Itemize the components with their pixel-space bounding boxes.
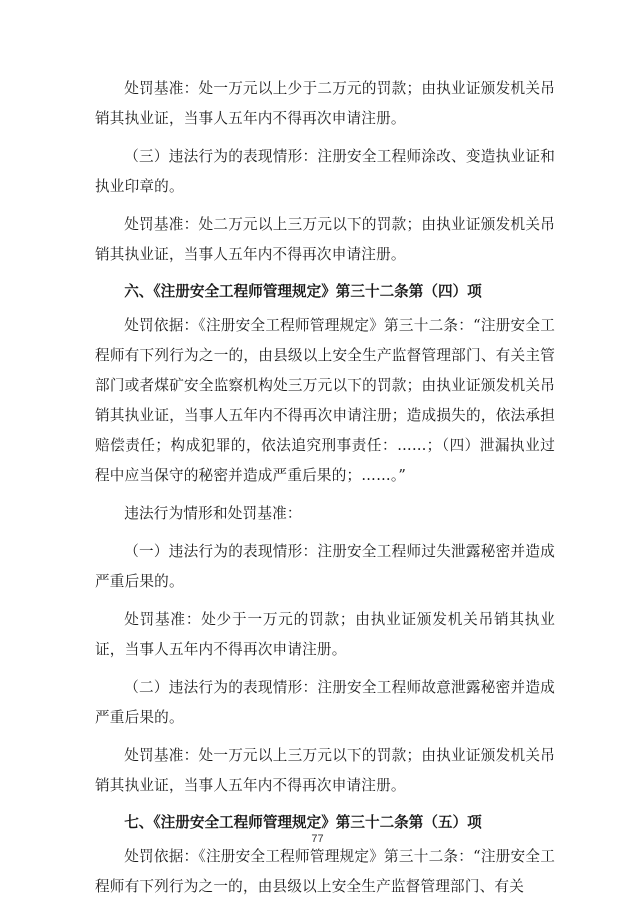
violation-intro-paragraph: 违法行为情形和处罚基准： <box>124 505 302 522</box>
violation-case-paragraph: （二）违法行为的表现情形：注册安全工程师故意泄露秘密并造成严重后果的。 <box>95 679 555 726</box>
violation-case-paragraph: （三）违法行为的表现情形：注册安全工程师涂改、变造执业证和执业印章的。 <box>95 148 555 195</box>
violation-case-paragraph: （一）违法行为的表现情形：注册安全工程师过失泄露秘密并造成严重后果的。 <box>95 543 555 590</box>
page-body <box>95 74 555 910</box>
section-heading-seven: 七、《注册安全工程师管理规定》第三十二条第（五）项 <box>124 814 482 831</box>
section-heading-six: 六、《注册安全工程师管理规定》第三十二条第（四）项 <box>124 283 482 300</box>
penalty-basis-paragraph: 处罚依据：《注册安全工程师管理规定》第三十二条：“注册安全工程师有下列行为之一的，由县级以上安全生产监督管理部门、有关 <box>95 848 555 895</box>
penalty-basis-paragraph: 处罚依据：《注册安全工程师管理规定》第三十二条：“注册安全工程师有下列行为之一的，由县级以上安全生产监督管理部门、有关主管部门或者煤矿安全监察机构处三万元以下的罚款；由执业证颁发机关吊销其执业证，当事人五年内不得再次申请注册；造成损失的，依法承担赔偿责任；构成犯罪的，依法追究刑事责任：……；（四）泄漏执业过程中应当保守的秘密并造成严重后果的；……。” <box>95 317 555 484</box>
page-number: 77 <box>311 833 324 845</box>
penalty-standard-paragraph: 处罚基准：处一万元以上少于二万元的罚款；由执业证颁发机关吊销其执业证，当事人五年内不得再次申请注册。 <box>95 80 555 127</box>
penalty-standard-paragraph: 处罚基准：处一万元以上三万元以下的罚款；由执业证颁发机关吊销其执业证，当事人五年内不得再次申请注册。 <box>95 747 555 794</box>
penalty-standard-paragraph: 处罚基准：处二万元以上三万元以下的罚款；由执业证颁发机关吊销其执业证，当事人五年内不得再次申请注册。 <box>95 216 555 263</box>
penalty-standard-paragraph: 处罚基准：处少于一万元的罚款；由执业证颁发机关吊销其执业证，当事人五年内不得再次申请注册。 <box>95 611 555 658</box>
